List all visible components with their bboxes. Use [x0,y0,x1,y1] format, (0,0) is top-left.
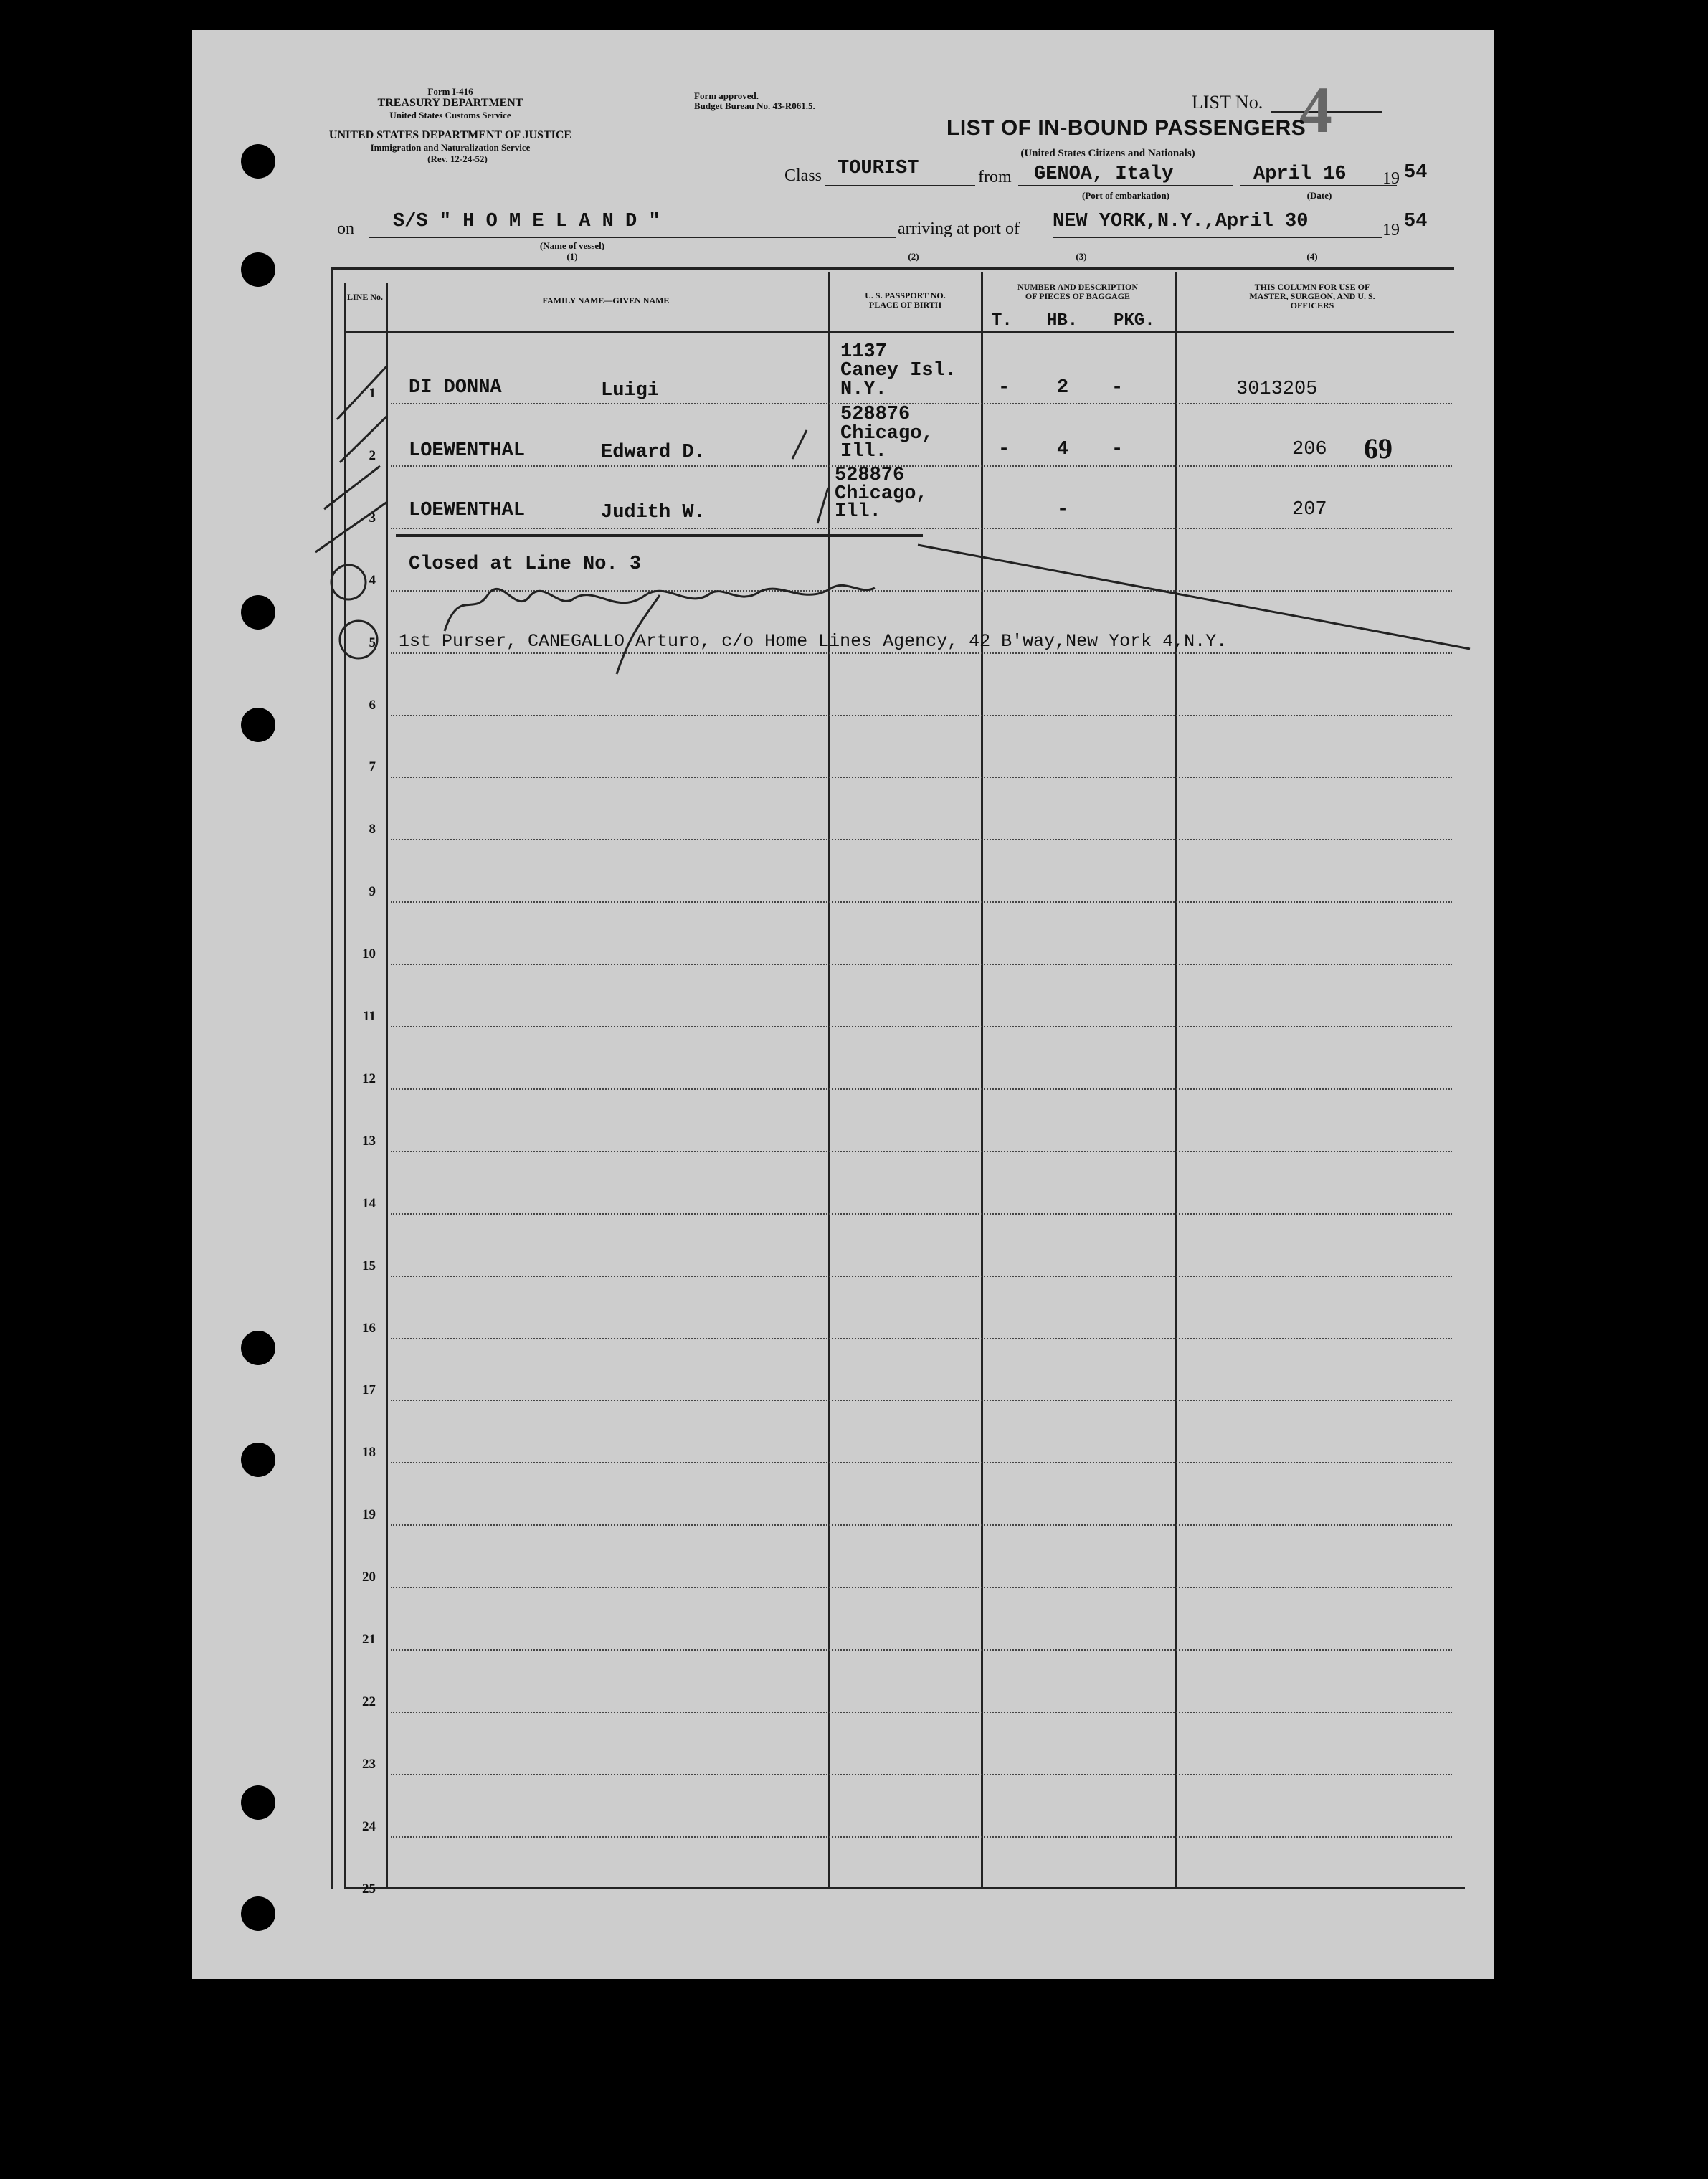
line-number: 4 [369,572,376,588]
passenger-2-given: Edward D. [601,442,706,463]
revision-label: (Rev. 12-24-52) [427,153,488,164]
diagonal-strike [918,545,1470,649]
line-number: 3 [369,510,376,526]
line-number: 12 [362,1070,376,1086]
line-number: 11 [363,1009,376,1024]
col-heading-line-no: LINE No. [346,292,383,302]
col-heading-officers: THIS COLUMN FOR USE OF MASTER, SURGEON, AND U. S. OFFICERS [1249,282,1375,310]
passenger-1-bag-t: - [998,377,1010,399]
arrival-year: 54 [1404,211,1428,232]
line-number: 8 [369,822,376,837]
arrival-year-prefix: 19 [1382,221,1400,239]
departure-date: April 16 [1253,163,1347,185]
passenger-2-birth: Chicago, [840,423,934,445]
line-number: 2 [369,447,376,463]
arrival-port: NEW YORK,N.Y.,April 30 [1053,211,1309,232]
line-number: 10 [362,946,376,962]
line-number: 6 [369,697,376,713]
date-caption: (Date) [1306,190,1332,201]
line-number: 19 [362,1507,376,1523]
passenger-1-birth: Caney Isl. [840,360,957,381]
caption-1: (1) [566,251,578,262]
caption-4: (4) [1306,251,1318,262]
line-number: 15 [362,1258,376,1273]
closed-at-line: Closed at Line No. 3 [409,554,642,575]
col-heading-name: FAMILY NAME—GIVEN NAME [542,295,670,305]
passenger-2-handwritten-note: 69 [1364,432,1393,465]
line-number: 18 [362,1445,376,1461]
line-number: 9 [369,884,376,900]
arriving-label: arriving at port of [898,219,1020,238]
ins-label: Immigration and Naturalization Service [370,142,531,153]
check-mark [337,366,387,419]
departure-year: 54 [1404,162,1428,184]
passenger-1-bag-pkg: - [1111,377,1124,399]
col-heading-bag-t: T. [992,311,1012,331]
justice-label: UNITED STATES DEPARTMENT OF JUSTICE [328,129,572,141]
line-number: 25 [362,1881,376,1896]
col-heading-passport: U. S. PASSPORT NO. PLACE OF BIRTH [865,290,946,310]
line-circle [331,565,366,599]
tick-mark [792,430,807,459]
passenger-3-given: Judith W. [601,502,706,523]
line-number: 13 [362,1133,376,1149]
passenger-1-family: DI DONNA [409,377,502,399]
line-number: 21 [362,1632,376,1647]
purser-line: 1st Purser, CANEGALLO Arturo, c/o Home Lines Agency, 42 B'way,New York 4,N.Y. [399,631,1228,652]
passenger-1-officer-note: 3013205 [1236,379,1318,400]
tick-mark [817,488,828,523]
check-mark [340,416,387,462]
check-mark [324,466,380,509]
line-circle [340,621,377,658]
class-value: TOURIST [838,158,919,179]
form-number: Form I-416 [427,86,473,97]
passenger-3-officer-note: 207 [1292,499,1327,521]
col-heading-bag-pkg: PKG. [1114,311,1155,331]
on-label: on [337,219,354,238]
passenger-3-bag-hb: - [1057,499,1069,521]
from-label: from [978,168,1012,186]
passenger-2-birth-state: Ill. [840,441,887,462]
list-number: 4 [1299,73,1332,146]
line-number: 22 [362,1694,376,1709]
passenger-3-birth: Chicago, [835,483,928,505]
treasury-label: TREASURY DEPARTMENT [377,97,523,109]
passenger-1-birth-state: N.Y. [840,379,887,400]
line-number: 1 [369,386,376,401]
handwritten-signature [617,595,660,674]
col-heading-bag-hb: HB. [1047,311,1078,331]
passenger-3-family: LOEWENTHAL [409,500,526,521]
list-no-label: LIST No. [1192,92,1263,113]
passenger-1-given: Luigi [601,380,660,402]
passenger-2-passport: 528876 [840,404,911,425]
budget-bureau: Budget Bureau No. 43-R061.5. [694,100,815,111]
col-heading-baggage: NUMBER AND DESCRIPTION OF PIECES OF BAGGAGE [1017,282,1139,301]
passenger-3-passport: 528876 [835,465,905,486]
form-approved: Form approved. [694,90,759,101]
document-title: LIST OF IN-BOUND PASSENGERS [946,116,1306,140]
vessel-caption: (Name of vessel) [539,240,605,251]
line-number: 24 [362,1818,376,1834]
line-number: 17 [362,1382,376,1398]
line-number: 5 [369,635,376,650]
caption-2: (2) [908,251,919,262]
line-number: 14 [362,1195,376,1211]
port-caption: (Port of embarkation) [1081,190,1170,201]
document-subtitle: (United States Citizens and Nationals) [1020,148,1195,159]
passenger-2-bag-hb: 4 [1057,439,1069,460]
line-number: 20 [362,1570,376,1585]
departure-year-prefix: 19 [1382,169,1400,188]
from-value: GENOA, Italy [1034,163,1174,185]
class-label: Class [784,166,822,185]
passenger-2-bag-pkg: - [1111,439,1124,460]
caption-3: (3) [1076,251,1087,262]
line-number: 7 [369,759,376,775]
customs-label: United States Customs Service [389,110,511,120]
check-mark [315,502,387,552]
vessel-name: S/S " H O M E L A N D " [393,211,660,232]
passenger-1-bag-hb: 2 [1057,377,1069,399]
passenger-2-bag-t: - [998,439,1010,460]
passenger-2-family: LOEWENTHAL [409,440,526,462]
passenger-2-officer-note: 206 [1292,439,1327,460]
line-number: 23 [362,1756,376,1772]
passenger-3-birth-state: Ill. [835,501,881,523]
passenger-1-passport: 1137 [840,341,887,363]
handwritten-signature [445,585,875,631]
line-number: 16 [362,1320,376,1336]
